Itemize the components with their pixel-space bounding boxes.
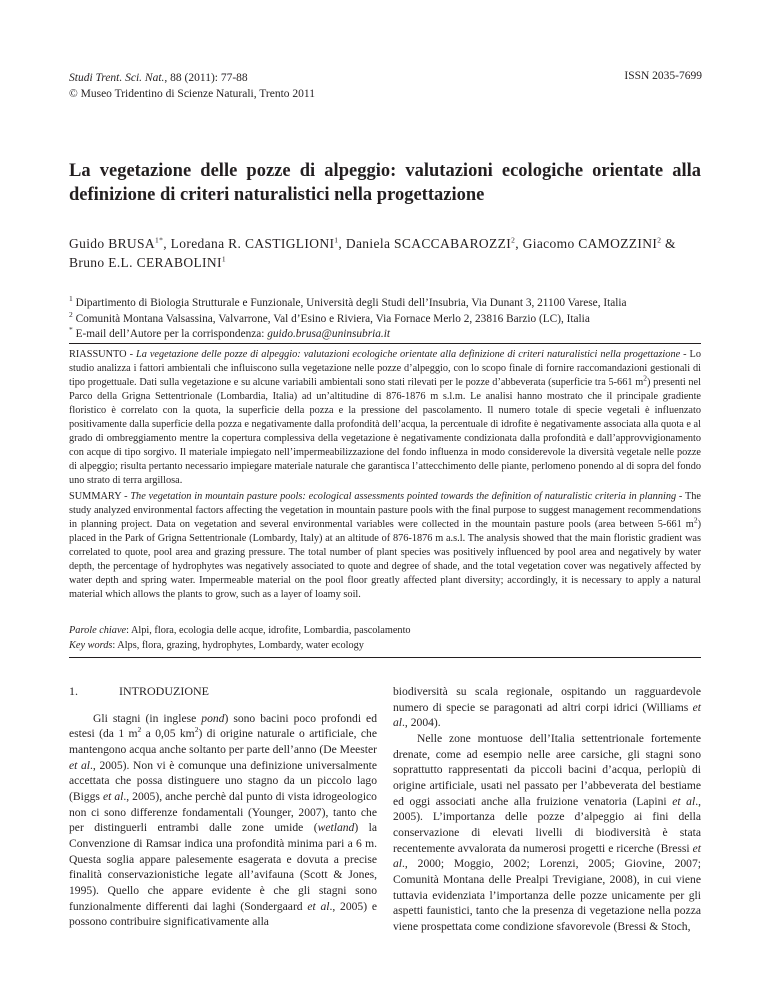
top-divider: [69, 343, 701, 344]
article-title: La vegetazione delle pozze di alpeggio: valutazioni ecologiche orientate alla definizione di criteri naturalistici nella progettazione: [69, 161, 701, 205]
author-name: , Loredana R. CASTIGLIONI: [163, 236, 335, 251]
keywords-en: Key words: Alps, flora, grazing, hydrophytes, Lombardy, water ecology: [69, 639, 364, 651]
affiliations: [69, 296, 709, 343]
keywords: [69, 624, 701, 653]
section-number: 1.: [69, 684, 78, 698]
section-heading: [69, 684, 377, 700]
affiliation-mark: 1: [334, 235, 339, 245]
riassunto: RIASSUNTO - La vegetazione delle pozze di alpeggio: valutazioni ecologiche orientate alla definizione di criteri naturalistici nella progettazione - Lo studio analizza i fattori ambientali che influiscono sulla vegetazione nelle pozze d’alpeggio, con lo scopo finale di fornire raccomandazioni gestionali di tipo progettuale. Dati sulla vegetazione e su alcune variabili ambientali sono stati rilevati per le pozze d’abbeverata (superficie tra 5-661 $m^2$) presenti nel Parco della Grigna Settentrionale (Lombardia, Italia) ad un’altitudine di 876-1876 m s.l.m. Le analisi hanno mostrato che il principale gradiente floristico è correlato con la quota, la superficie della pozza e la pressione del pascolamento. Il numero totale di specie vegetali è influenzato positivamente dalla superficie della pozza e negativamente dalla profondità dell’acqua, la percentuale di idrofite è negativamente associata alla quota e al grado di ombreggiamento mentre la copertura complessiva della vegetazione è negativamente condizionata dalla profondità e dall’approvvigionamento con acque di tipo sorgivo. Il materiale impiegato nell’impermeabilizzazione del fondo influenza in modo considerevole la diversità vegetale nelle pozze di alpeggio; risulta pertanto necessario impiegare materiale naturale che garantisca l’attecchimento delle piante, perlomeno ponendo al di sopra del fondo uno strato di terra argillosa.: [69, 349, 701, 487]
affiliation-1: $^1$ Dipartimento di Biologia Strutturale e Funzionale, Università degli Studi dell’Insubria, Via Dunant 3, 21100 Varese, Italia: [69, 294, 627, 309]
author-name: Guido BRUSA: [69, 236, 155, 251]
copyright-line: © Museo Tridentino di Scienze Naturali, Trento 2011: [69, 88, 315, 100]
paragraph-continued: biodiversità su scala regionale, ospitando un ragguardevole numero di specie se paragonati ad altri corpi idrici (Williams et al., 2004).: [393, 685, 701, 730]
paragraph: Nelle zone montuose dell’Italia settentrionale fortemente drenate, come ad esempio nelle aree carsiche, gli stagni sono soprattutto rappresentati da piccoli bacini d’acqua, perlopiù di origine artificiale, usati nel passato per l’abbeverata del bestiame ed oggi associati anche alla fruizione venatoria (Lapini et al., 2005). L’importanza delle pozze d’alpeggio ai fini della conservazione di elevati livelli di biodiversità è stata recentemente avvalorata da numerosi progetti e ricerche (Bressi et al., 2000; Moggio, 2002; Lorenzi, 2005; Giovine, 2007; Comunità Montana delle Prealpi Trevigiane, 2008), in cui viene tuttavia evidenziata l’importanza delle pozze unicamente per gli aspetti faunistici, tanto che la presenza di vegetazione nella pozza viene prospettata come condizione sfavorevole (Bressi & Stoch,: [393, 731, 701, 933]
corresponding-author: * E-mail dell’Autore per la corrispondenza: guido.brusa@uninsubria.it: [69, 325, 390, 340]
section-title: INTRODUZIONE: [119, 684, 209, 698]
journal-citation: [69, 70, 315, 102]
affiliation-mark: 2: [511, 235, 516, 245]
email-link[interactable]: guido.brusa@uninsubria.it: [267, 328, 390, 340]
left-column: [69, 684, 377, 930]
affiliation-2: $^2$ Comunità Montana Valsassina, Valvarrone, Val d’Esino e Riviera, Via Fornace Merlo 2, 23816 Barzio (LC), Italia: [69, 309, 590, 325]
bottom-divider: [69, 657, 701, 658]
author-list: [69, 234, 701, 272]
paragraph: Gli stagni (in inglese pond) sono bacini poco profondi ed estesi (da 1 $m^2$ a 0,05 $km^2$) di origine naturale o artificiale, che mantengono acqua anche soltanto per parte dell’anno (De Meester et al., 2005). Non vi è comunque una definizione universalmente accettata che possa distinguere uno stagno da un piccolo lago (Biggs et al., 2005), anche perchè dal punto di vista idrogeologico non ci sono differenze fondamentali (Younger, 2007), tanto che per distinguerli entrambi dalle zone umide (wetland) la Convenzione di Ramsar indica una profondità minima pari a 6 m. Questa soglia appare palesemente esagerata e dovuta a precise finalità conservazionistiche legate all’avifauna (Scott & Jones, 1995). Quello che appare evidente è che gli stagni sono funzionalmente differenti dai laghi (Sondergaard et al., 2005) e possono contribuire significativamente alla: [69, 711, 377, 929]
author-name: & Bruno E.L. CERABOLINI: [69, 236, 676, 270]
author-name: , Giacomo CAMOZZINI: [515, 236, 658, 251]
journal-name: Studi Trent. Sci. Nat.: [69, 72, 165, 84]
author-name: , Daniela SCACCABAROZZI: [338, 236, 512, 251]
right-column: [393, 684, 701, 935]
summary: SUMMARY - The vegetation in mountain pasture pools: ecological assessments pointed towards the definition of naturalistic criteria in planning - The study analyzed environmental factors affecting the vegetation in mountain pasture pools with the final purpose to suggest management recommendations in planning project. Data on vegetation and several environmental variables were collected in the mountain pasture pools (area between 5-661 $m^2$) placed in the Park of Grigna Settentrionale (Lombardy, Italy) at an altitude of 876-1876 m a.s.l. The analysis showed that the main floristic gradient was correlated to quote, pool area and grazing pressure. The total number of plant species was positively influenced by pool area and negatively by water depth, the percentage of hydrophytes was negatively associated to quote and degree of shade, and the total vegetation cover was negatively affected by water depth and spring water. Impermeable material on the pool floor greatly affected plant diversity; accordingly, it is necessary to apply a natural material which allows the plants to grow, such as a layer of loamy soil.: [69, 491, 701, 601]
affiliation-mark: 1*: [155, 235, 164, 245]
keywords-it: Parole chiave: Alpi, flora, ecologia delle acque, idrofite, Lombardia, pascolamento: [69, 625, 411, 636]
issn: ISSN 2035-7699: [624, 70, 702, 82]
journal-volume: , 88 (2011): 77-88: [164, 72, 248, 84]
affiliation-mark: 2: [657, 235, 662, 245]
affiliation-mark: 1: [221, 254, 226, 264]
